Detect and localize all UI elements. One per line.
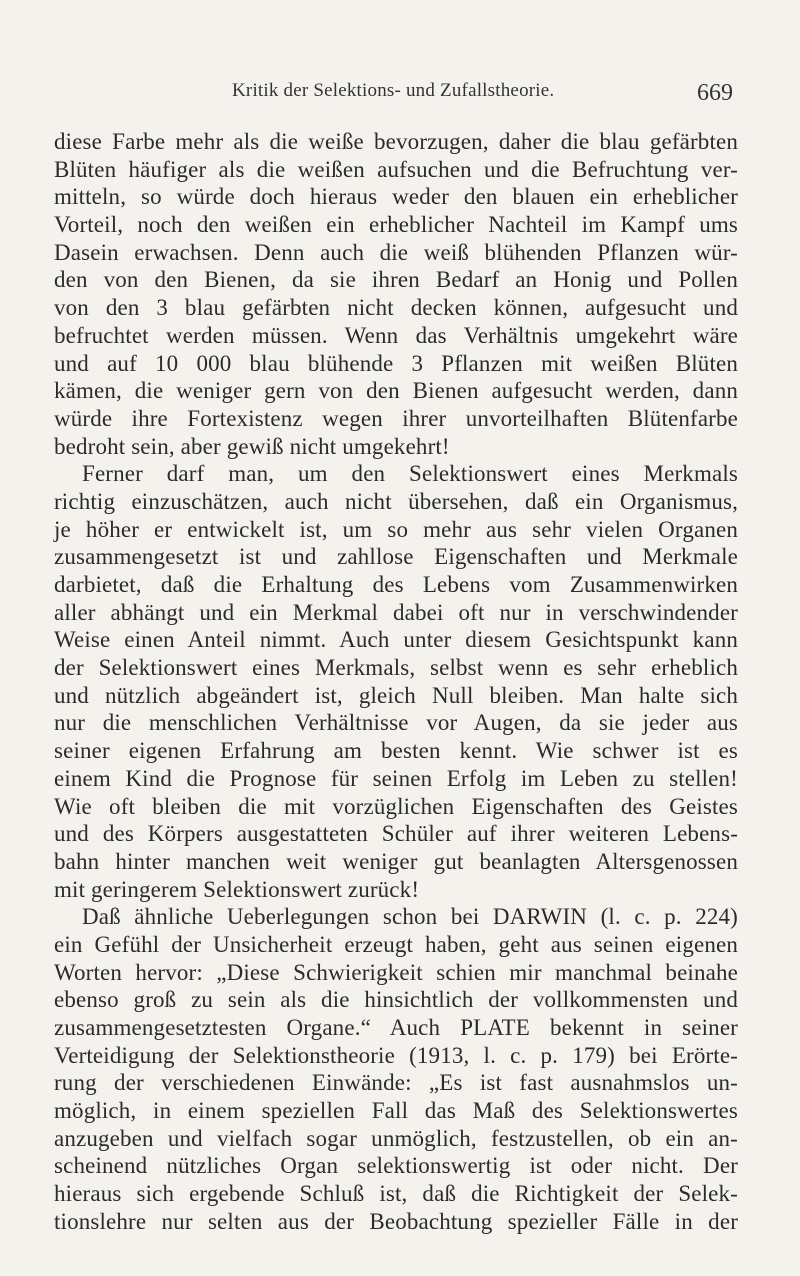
text-line: Weise einen Anteil nimmt. Auch unter diesem Gesichtspunkt kann	[54, 627, 738, 653]
text-line: den von den Bienen, da sie ihren Bedarf an Honig und Pollen	[54, 267, 738, 293]
text-line: befruchtet werden müssen. Wenn das Verhältnis umgekehrt wäre	[54, 322, 738, 348]
text-line: zusammengesetzt ist und zahllose Eigenschaften und Merkmale	[54, 544, 738, 570]
text-line: mitteln, so würde doch hieraus weder den blauen ein erheblicher	[54, 184, 738, 210]
text-line: der Selektionswert eines Merkmals, selbst wenn es sehr erheblich	[54, 655, 738, 681]
text-line: richtig einzuschätzen, auch nicht übersehen, daß ein Organismus,	[54, 488, 738, 514]
text-line: rung der verschiedenen Einwände: „Es ist fast ausnahmslos un-	[54, 1070, 738, 1096]
text-line: hieraus sich ergebende Schluß ist, daß die Richtigkeit der Selek-	[54, 1181, 738, 1207]
text-line: bahn hinter manchen weit weniger gut beanlagten Altersgenossen	[54, 848, 738, 874]
page-number: 669	[697, 80, 733, 106]
text-line: ein Gefühl der Unsicherheit erzeugt haben, geht aus seinen eigenen	[54, 931, 738, 957]
text-line: diese Farbe mehr als die weiße bevorzugen, daher die blau gefärbten	[54, 129, 738, 154]
text-line: Blüten häufiger als die weißen aufsuchen und die Befruchtung ver-	[54, 156, 738, 182]
text-line: einem Kind die Prognose für seinen Erfolg im Leben zu stellen!	[54, 765, 738, 791]
text-line: und nützlich abgeändert ist, gleich Null bleiben. Man halte sich	[54, 682, 738, 708]
text-line: möglich, in einem speziellen Fall das Maß des Selektionswertes	[54, 1098, 738, 1124]
text-line: tionslehre nur selten aus der Beobachtung spezieller Fälle in der	[54, 1208, 738, 1234]
text-line: bedroht sein, aber gewiß nicht umgekehrt!	[54, 433, 450, 459]
text-line: kämen, die weniger gern von den Bienen aufgesucht werden, dann	[54, 378, 738, 404]
text-line: anzugeben und vielfach sogar unmöglich, festzustellen, ob ein an-	[54, 1125, 738, 1151]
text-line: mit geringerem Selektionswert zurück!	[54, 876, 420, 902]
text-line: ebenso groß zu sein als die hinsichtlich der vollkommensten und	[54, 987, 738, 1013]
text-line: seiner eigenen Erfahrung am besten kennt. Wie schwer ist es	[54, 738, 738, 764]
text-line: je höher er entwickelt ist, um so mehr aus sehr vielen Organen	[54, 516, 738, 542]
text-line: zusammengesetztesten Organe.“ Auch PLATE bekennt in seiner	[54, 1015, 738, 1040]
running-head	[0, 80, 800, 110]
text-line: Worten hervor: „Diese Schwierigkeit schien mir manchmal beinahe	[54, 959, 738, 985]
body-text	[54, 128, 738, 1236]
text-line: Dasein erwachsen. Denn auch die weiß blühenden Pflanzen wür-	[54, 239, 738, 265]
text-line: nur die menschlichen Verhältnisse vor Augen, da sie jeder aus	[54, 710, 738, 736]
text-line: Verteidigung der Selektionstheorie (1913, l. c. p. 179) bei Erörte-	[54, 1042, 738, 1068]
running-title: Kritik der Selektions- und Zufallstheorie.	[232, 80, 555, 101]
text-line: Vorteil, noch den weißen ein erheblicher Nachteil im Kampf ums	[54, 212, 738, 238]
text-line: und des Körpers ausgestatteten Schüler auf ihrer weiteren Lebens-	[54, 821, 738, 847]
paragraph-start-line: Ferner darf man, um den Selektionswert eines Merkmals	[82, 461, 738, 487]
text-line: darbietet, daß die Erhaltung des Lebens vom Zusammenwirken	[54, 572, 738, 597]
text-line: Wie oft bleiben die mit vorzüglichen Eigenschaften des Geistes	[54, 793, 738, 819]
text-line: scheinend nützliches Organ selektionswertig ist oder nicht. Der	[54, 1153, 738, 1179]
text-line: und auf 10 000 blau blühende 3 Pflanzen mit weißen Blüten	[54, 350, 738, 376]
text-line: aller abhängt und ein Merkmal dabei oft nur in verschwindender	[54, 599, 738, 625]
text-line: von den 3 blau gefärbten nicht decken können, aufgesucht und	[54, 295, 738, 321]
text-line: würde ihre Fortexistenz wegen ihrer unvorteilhaften Blütenfarbe	[54, 405, 738, 431]
paragraph-start-line: Daß ähnliche Ueberlegungen schon bei DARWIN (l. c. p. 224)	[82, 904, 738, 930]
